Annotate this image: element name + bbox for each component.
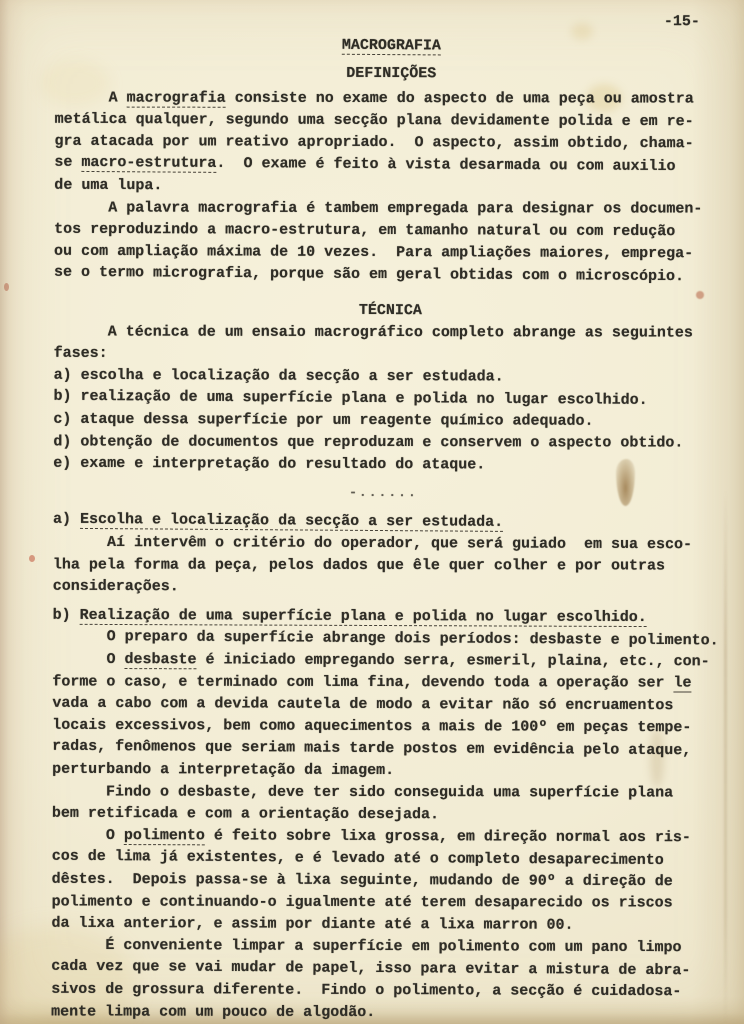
text-line	[52, 869, 697, 893]
text-line	[53, 576, 698, 600]
text-segment: tos reproduzindo a macro-estrutura, em tamanho natural ou com redução	[54, 220, 676, 241]
document-body	[51, 9, 719, 1024]
text-line	[54, 321, 699, 344]
text-line	[54, 343, 699, 367]
text-segment: forme o caso, e terminado com lima fina, devendo toda a operação ser	[52, 673, 674, 692]
divider-mark	[53, 481, 698, 505]
underlined-text: macrografia	[126, 89, 226, 107]
text-segment: e) exame e interpretação do resultado do ataque.	[53, 454, 486, 474]
text-line	[52, 671, 697, 694]
text-segment: -......	[349, 484, 418, 501]
text-segment: O preparo da superfície abrange dois períodos: desbaste e polimento.	[52, 627, 719, 650]
text-segment: Findo o desbaste, deve ter sido conseguida uma superfície plana	[51, 783, 674, 802]
text-segment: TÉCNICA	[358, 301, 422, 320]
text-segment: se o termo micrografia, porque são em geral obtidas com o microscópio.	[53, 263, 685, 286]
text-segment: a)	[52, 510, 81, 528]
text-segment: mente limpa com um pouco de algodão.	[51, 1003, 376, 1021]
text-segment: b) realização de uma superfície plana e polida no lugar escolhido.	[53, 387, 648, 409]
text-line	[54, 262, 699, 289]
text-segment: A	[54, 89, 127, 107]
text-line	[54, 175, 699, 199]
text-line	[52, 649, 710, 673]
section-heading	[54, 299, 699, 323]
text-segment: d) obtenção de documentos que reproduzam e conservem o aspecto obtido.	[53, 433, 684, 452]
text-line	[51, 1001, 696, 1024]
underlined-text: le	[673, 674, 692, 692]
text-segment: vada a cabo com a devida cautela de modo a evitar não só encruamentos	[52, 694, 674, 715]
page-number	[55, 9, 700, 33]
document-title	[55, 33, 700, 60]
text-segment: cada vez que se vai mudar de papel, isso para evitar a mistura de abra-	[51, 957, 691, 980]
text-segment: consiste no exame do aspecto de uma peça ou amostra	[225, 89, 694, 108]
underlined-text: MACROGRAFIA	[341, 36, 441, 55]
text-segment: O	[51, 826, 124, 845]
text-segment: O	[52, 650, 125, 669]
text-segment: sivos de grossura diferente. Findo o polimento, a secção é cuidadosa-	[51, 980, 682, 1001]
text-segment: bem retificada e com a orientação desejada.	[51, 804, 440, 824]
text-line	[51, 956, 696, 983]
list-item	[53, 453, 698, 477]
text-segment: lha pela forma da peça, pelos dados que êle quer colher e por outras	[52, 556, 665, 575]
text-line	[55, 87, 700, 110]
paper-crease	[724, 490, 727, 1024]
text-line	[54, 152, 699, 179]
text-segment: c) ataque dessa superfície por um reagente químico adequado.	[53, 410, 594, 430]
text-segment: A palavra macrografia é tambem empregada para designar os documen-	[54, 199, 703, 218]
text-line	[52, 693, 697, 717]
text-segment: gra atacada por um reativo apropriado. O aspecto, assim obtido, chama-	[54, 132, 694, 153]
text-segment: DEFINIÇÕES	[346, 64, 437, 83]
text-line	[52, 846, 697, 873]
text-segment: Aí intervêm o critério do operador, que será guiado em sua esco-	[52, 533, 693, 554]
text-segment: metálica qualquer, segundo uma secção plana devidamente polida e em re-	[54, 110, 694, 131]
text-segment: dêstes. Depois passa-se à lixa seguinte, mudando de 90º a direção de	[51, 870, 673, 891]
underlined-text: desbaste	[124, 651, 197, 669]
text-segment: radas, fenômenos que seriam mais tarde postos em evidência pelo ataque,	[52, 737, 692, 760]
text-segment: b)	[52, 606, 80, 624]
text-line	[53, 532, 698, 556]
underlined-text: macro-estrutura	[81, 153, 217, 172]
text-segment: polimento e continuando-o igualmente até terem desaparecido os riscos	[51, 893, 673, 912]
text-segment: é iniciado empregando serra, esmeril, plaina, etc., con-	[196, 651, 710, 671]
text-line	[52, 781, 697, 804]
text-segment: É conveniente limpar a superfície em polimento com um pano limpo	[51, 936, 682, 957]
text-segment: locais excessivos, bem como aquecimentos a mais de 100º em peças tempe-	[52, 716, 692, 737]
text-line	[52, 891, 697, 914]
text-segment: . O exame é feito à vista desarmada ou com auxilio	[216, 154, 676, 176]
text-segment: ou com ampliação máxima de 10 vezes. Para ampliações maiores, emprega-	[54, 242, 694, 263]
underlined-text: Realização de uma superfície plana e polida no lugar escolhido.	[79, 606, 647, 627]
text-line	[51, 913, 696, 937]
text-segment: A técnica de um ensaio macrográfico completo abrange as seguintes	[53, 323, 693, 342]
text-line	[52, 803, 697, 827]
text-line	[54, 197, 703, 220]
list-item	[53, 409, 698, 433]
text-segment: fases:	[53, 344, 108, 362]
section-heading	[55, 62, 700, 86]
text-line	[55, 109, 700, 133]
underlined-text: polimento	[123, 827, 205, 845]
text-segment: -15-	[663, 13, 700, 31]
text-line	[51, 979, 696, 1003]
text-segment: perturbando a interpretação da imagem.	[52, 760, 395, 780]
list-item	[53, 431, 698, 454]
text-line	[52, 759, 697, 783]
stain-speck	[4, 283, 9, 291]
list-item	[53, 386, 698, 413]
text-line	[52, 626, 719, 653]
text-segment: de uma lupa.	[54, 176, 163, 195]
underlined-text: Escolha e localização da secção a ser estudada.	[80, 510, 504, 531]
text-line	[52, 736, 697, 763]
text-line	[53, 554, 698, 577]
text-segment: se	[54, 153, 82, 171]
text-segment: é feito sobre lixa grossa, em direção normal aos ris-	[204, 827, 691, 847]
text-line	[54, 219, 699, 243]
stain-speck	[29, 555, 35, 562]
text-segment: considerações.	[52, 577, 179, 596]
subsection-heading	[53, 509, 698, 536]
text-segment: cos de lima já existentes, e é levado até o completo desaparecimento	[51, 847, 664, 870]
text-segment: a) escolha e localização da secção a ser estudada.	[53, 366, 504, 386]
text-segment: da lixa anterior, e assim por diante até a lixa marron 00.	[51, 914, 574, 934]
